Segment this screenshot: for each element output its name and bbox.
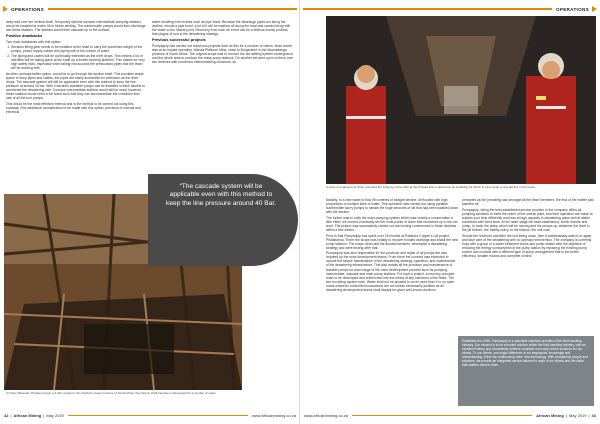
left-footer: 42 | African Mining | May 2019 www.africanmining.co.za <box>4 412 296 418</box>
issue-date: May 2019 <box>568 412 587 418</box>
subheading: Positive drawbacks <box>6 33 43 39</box>
left-column-2 <box>152 20 294 170</box>
footer-rule <box>352 415 532 416</box>
website-link[interactable]: www.africanmining.co.za <box>251 412 296 418</box>
list-item: 2. The piping and cables will be continually extended as the level drops. This means a lot of activities will be taking place at the shaft on a limited working platform. This makes for very high safety risks, especially when taking into account the pressurised pipes that the team will be working with. <box>11 54 146 70</box>
paragraph: water resulting from events such as pipe burst. Because the discharge pipes run along the decline, should a pipe burst, a lot of it will be washed off along the road and carried along with the water to the lowest point. Recovery from such an event can be a tedious mainly process that plague of sort in the dewatering strategy. <box>152 20 291 37</box>
engineers-photo-caption: A team of engineers at Orion recorded the integrity of the shaft at the Prieska site to determine its suitability for which to best repair a new decline in the future. <box>326 185 536 189</box>
section-arrow-icon <box>3 6 8 12</box>
paragraph: Prior to that Pumpsquip has spent over 18 months at Palabora Copper's Lift project, Phalaborwa. There the scope was initially to recover flooded workings and install the new pump stations. The major clean-dolt the flooded declines, developed a dewatering strategy and were testing after that. <box>326 233 458 250</box>
engineers-photo-image <box>326 16 596 184</box>
paragraph: This would be the most effective method and is the method to be carried out using this roadway. One additional consideration to be made with this option: provision of manual and electrical <box>6 101 141 114</box>
right-column-2 <box>462 198 594 332</box>
pull-quote-text: “The cascade system will be applicable even with this method to keep the line pressure around 40 Bar. <box>166 183 276 207</box>
issue-date: May 2019 <box>46 412 64 418</box>
engineers-photo <box>326 16 596 184</box>
company-info-box <box>458 336 594 406</box>
shaft-photo-caption: At Orion Minerals' Prieska Copper a 4.2km project in the Northern Cape province of South Africa, the historic shaft has been submerged for a number of years. <box>6 391 217 395</box>
section-label: OPERATIONS <box>555 6 589 12</box>
paragraph: Pumpsquip, being the best-established service provider in the company offers all pumping solutions to meet the reach of the overall plant, and their operation are made to sustain your time efficiently and lean at high capacity in dewatering plans well at stable conditions with fixed lines. At the latter stage we have established, which include and pump, to keep the pump which will be moving and the pumps up, whatever the level in the pit bottom, the mainly slurry, to the bottom, the unit cost. <box>462 207 593 232</box>
paragraph: Notably, to a new water to flow lift contents of straight decline, all flooded with high proportions of multiple lines of water. This operation was carried out using portable submersible slurry pumps to handle the huge amounts of silt that had been washed down with the decline. <box>326 198 458 215</box>
left-page-header <box>3 3 297 15</box>
subheading: Previous successful projects <box>152 37 206 43</box>
page-number: 43 <box>591 412 596 418</box>
magazine-name: African Mining <box>13 412 42 418</box>
paragraph: Pumpsquip has carried out numerous projects such as this for a number of clients. Most recent was at an Impala operation, Marula Platinum Mine, close to Burgersfort in the Mpumalanga province of South Africa. The original scope was to recover the old settling system underground and the whole area to produce the mass pump stations. On another we were upon to them over two declines with numerous intercrosseling crosscuts, all <box>152 43 294 64</box>
header-rule <box>303 8 552 10</box>
left-column-1 <box>6 20 146 190</box>
right-column-1 <box>326 198 458 404</box>
footer-rule <box>68 415 248 416</box>
drawbacks-list <box>6 45 146 70</box>
section-arrow-icon <box>592 6 597 12</box>
paragraph: Another, perhaps better option, would be to go through the decline shaft. This provides ample space to keep pipes and cables; the pipes are easily accessible for extension as the level drops. The cascade system will still be applicable even with this method to keep the line pressure at around 40 bar. With 4 declines available pumps can be installed in each decline to accelerate the dewatering rate. Common intermediate stations would still be used; however, these stations would need to be sized such that they can accommodate the combined flow rate of all the four pumps. <box>6 71 146 101</box>
right-footer: www.africanmining.co.za African Mining | May 2019 | 43 <box>304 412 596 418</box>
website-link[interactable]: www.africanmining.co.za <box>304 412 349 418</box>
header-rule <box>48 8 297 10</box>
magazine-name: African Mining <box>536 412 564 418</box>
pull-quote <box>148 174 298 266</box>
list-item: 1. Sections lifting gear needs to be installed at the shaft to carry the combined weight of the pumps, power supply cables and piping with a full column of water. <box>11 45 146 53</box>
paragraph: Two main drawbacks with this option: <box>6 39 62 44</box>
paragraph: The further was to unify the main pumping system which was closely a conservation a little effort; we mustn't eventually set the most points of down that recovered up to the old level. The project was successfully carried out and mining commenced in those declines within a few weeks. <box>326 215 458 232</box>
paragraph: principles as the prevailing law amongst all the team members, the end of the matter was planned off. <box>462 198 594 207</box>
page-number: 42 <box>4 412 9 418</box>
section-label: OPERATIONS <box>11 6 45 12</box>
company-info-text: Established in 1986, Pumpsquip is a specialist solutions provider in the fluid handling industry. Our mission is to be a trusted solution within the fluid handling industry, with an excellent history and consistently delivers complete and value-driven solutions for our clients. To our clients, one major difference is our employees' knowledge and understanding of this we continuously learn new technology. With exceptional people and solutions, we provide an integrated service tailored to each of our clients and the value that matters most to them. <box>462 339 588 367</box>
paragraph: Should the reservoir and after the unit being down, then it automatically switch on again and take care of the dewatering with no operator intervention. The company is currently busy with a group of a water treatment works and pump station with the objective of reducing the energy consumption of the pump station by replacing the existing pump control and controls with a different type of pump arrangement that is the better efficiency, smaller motors and complete control. <box>462 233 592 258</box>
paragraph: deep well over the vertical shaft. Temporary slimline sumped intermediate pumping stations would be installed at levels 48 m below landing. The submersible pumps would then discharge into these stations. The stations would then cascade up to the surface. <box>6 20 146 33</box>
paragraph: Pumpsquip was also responsible for the provision and repair of all pumps are also required by the mine development teams. From there the contract was extended to include the simple maintenance of the dewatering strategy, operation, and maintenance of the dewatering infrastructure. This also entails all the provision and maintenance of suitable pumps for each stage of the mine development process such as pumping, intermediate, cascade and main pump stations. For such a project, a new key principle: chart to be developed and entrenched into the minds of key members of the team. The two mounting system here. Water shall not be allowed to cover more than 4 m on open roads wherever controlled excavations are not unless necessarily justified as all dewatering development teams shall always be given well-known declines. <box>326 251 456 292</box>
right-page-header <box>303 3 597 15</box>
